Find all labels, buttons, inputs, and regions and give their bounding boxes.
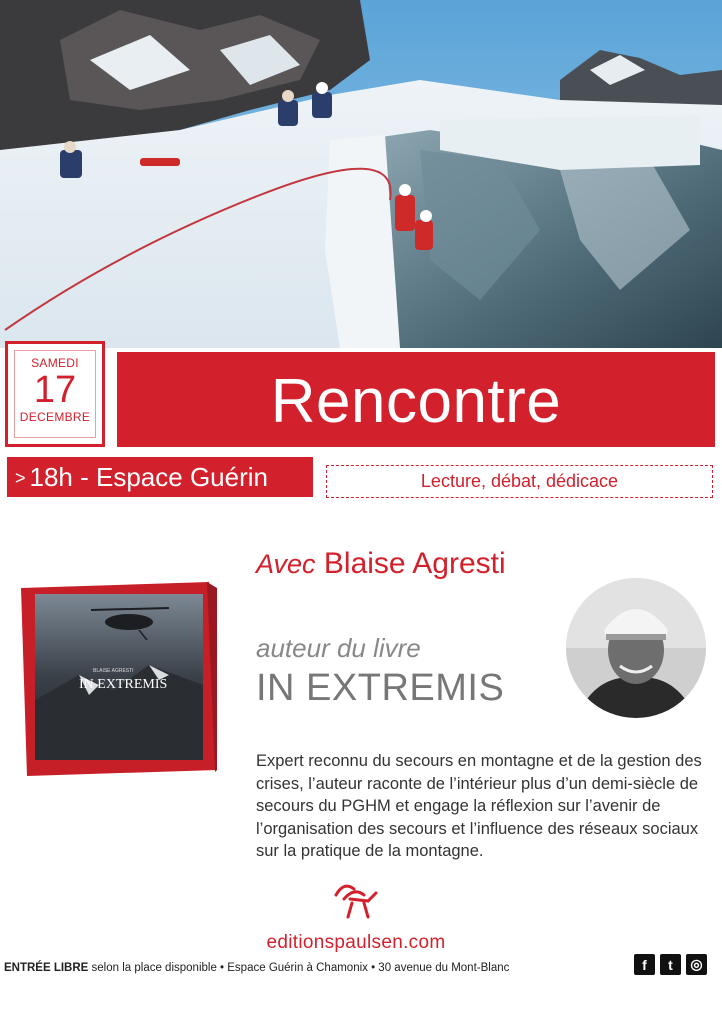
book-cover-title: IN EXTREMIS <box>79 677 168 692</box>
author-portrait <box>566 578 706 718</box>
event-month: DECEMBRE <box>19 410 91 424</box>
facebook-icon[interactable]: f <box>634 954 655 975</box>
hero-photo <box>0 0 722 348</box>
event-description: Expert reconnu du secours en montagne et de la gestion des crises, l’auteur raconte de l’intérieur plus d’un demi-siècle de secours du PGHM et engage la réflexion sur l’avenir de l’organisation des secours et l’influence des réseaux sociaux sur la pratique de la montagne. <box>256 752 702 860</box>
social-icons <box>634 954 707 975</box>
author-heading <box>256 547 506 581</box>
publisher-website-link[interactable]: editionspaulsen.com <box>266 932 446 953</box>
time-place-tag <box>7 457 313 497</box>
instagram-icon[interactable]: ◎ <box>686 954 707 975</box>
footer-info <box>4 962 509 974</box>
time-place-text: 18h - Espace Guérin <box>29 462 268 492</box>
author-subtitle: auteur du livre <box>256 633 421 663</box>
event-date-box <box>5 341 105 447</box>
event-day: 17 <box>33 369 77 411</box>
book-cover <box>19 580 221 778</box>
event-weekday: SAMEDI <box>31 356 79 370</box>
entry-label: ENTRÉE LIBRE <box>4 962 89 974</box>
author-name: Blaise Agresti <box>323 547 506 580</box>
twitter-icon[interactable]: t <box>660 954 681 975</box>
avec-label: Avec <box>256 549 316 579</box>
book-cover-author: BLAISE AGRESTI <box>93 668 134 674</box>
event-title: Rencontre <box>270 367 562 436</box>
book-title-heading: IN EXTREMIS <box>256 667 505 709</box>
footer-details: selon la place disponible • Espace Guérin à Chamonix • 30 avenue du Mont-Blanc <box>88 962 510 974</box>
activities-box: Lecture, débat, dédicace <box>326 465 713 498</box>
date-box-inner-border <box>14 350 96 438</box>
paulsen-ibex-logo-icon <box>330 877 382 921</box>
arrow-icon: > <box>15 468 26 488</box>
title-banner <box>117 352 715 447</box>
